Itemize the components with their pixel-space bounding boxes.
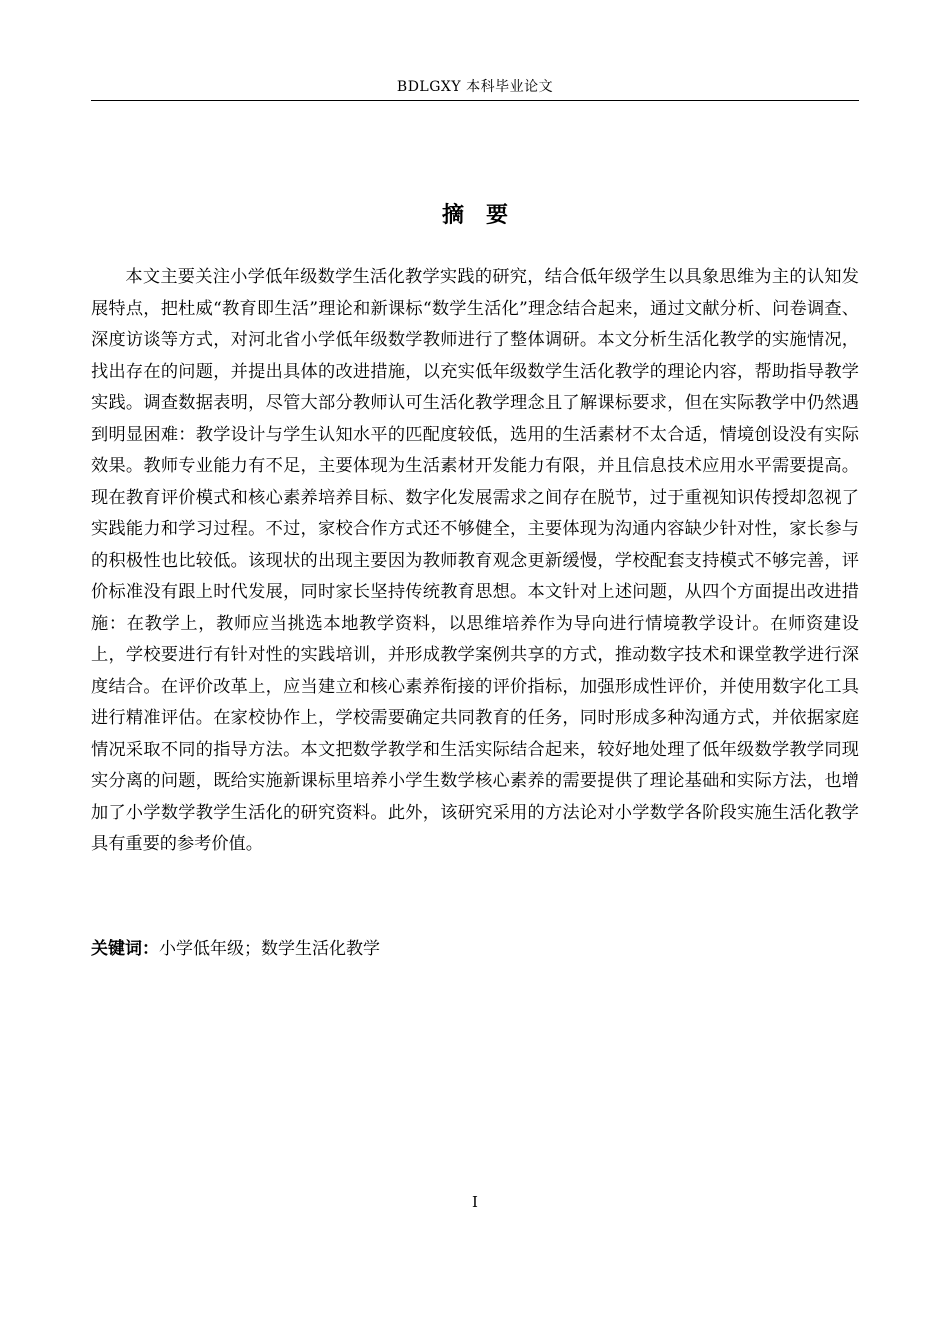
running-header: BDLGXY 本科毕业论文	[396, 79, 554, 95]
keywords-line	[91, 935, 859, 963]
keywords-label: 关键词：	[91, 939, 159, 959]
abstract-body: 本文主要关注小学低年级数学生活化教学实践的研究，结合低年级学生以具象思维为主的认知发展特点，把杜威“教育即生活”理论和新课标“数学生活化”理念结合起来，通过文献分析、问卷调查、深度访谈等方式，对河北省小学低年级数学教师进行了整体调研。本文分析生活化教学的实施情况，找出存在的问题，并提出具体的改进措施，以充实低年级数学生活化教学的理论内容，帮助指导教学实践。调查数据表明，尽管大部分教师认可生活化教学理念且了解课标要求，但在实际教学中仍然遇到明显困难：教学设计与学生认知水平的匹配度较低，选用的生活素材不太合适，情境创设没有实际效果。教师专业能力有不足，主要体现为生活素材开发能力有限，并且信息技术应用水平需要提高。现在教育评价模式和核心素养培养目标、数字化发展需求之间存在脱节，过于重视知识传授却忽视了实践能力和学习过程。不过，家校合作方式还不够健全，主要体现为沟通内容缺少针对性，家长参与的积极性也比较低。该现状的出现主要因为教师教育观念更新缓慢，学校配套支持模式不够完善，评价标准没有跟上时代发展，同时家长坚持传统教育思想。本文针对上述问题，从四个方面提出改进措施：在教学上，教师应当挑选本地教学资料，以思维培养作为导向进行情境教学设计。在师资建设上，学校要进行有针对性的实践培训，并形成教学案例共享的方式，推动数字技术和课堂教学进行深度结合。在评价改革上，应当建立和核心素养衔接的评价指标，加强形成性评价，并使用数字化工具进行精准评估。在家校协作上，学校需要确定共同教育的任务，同时形成多种沟通方式，并依据家庭情况采取不同的指导方法。本文把数学教学和生活实际结合起来，较好地处理了低年级数学教学同现实分离的问题，既给实施新课标里培养小学生数学核心素养的需要提供了理论基础和实际方法，也增加了小学数学教学生活化的研究资料。此外，该研究采用的方法论对小学数学各阶段实施生活化教学具有重要的参考价值。	[91, 267, 859, 854]
keywords-value: 小学低年级；数学生活化教学	[159, 939, 380, 959]
header-divider	[91, 100, 859, 101]
page-number: I	[472, 1193, 478, 1211]
abstract-title: 摘要	[441, 203, 530, 228]
